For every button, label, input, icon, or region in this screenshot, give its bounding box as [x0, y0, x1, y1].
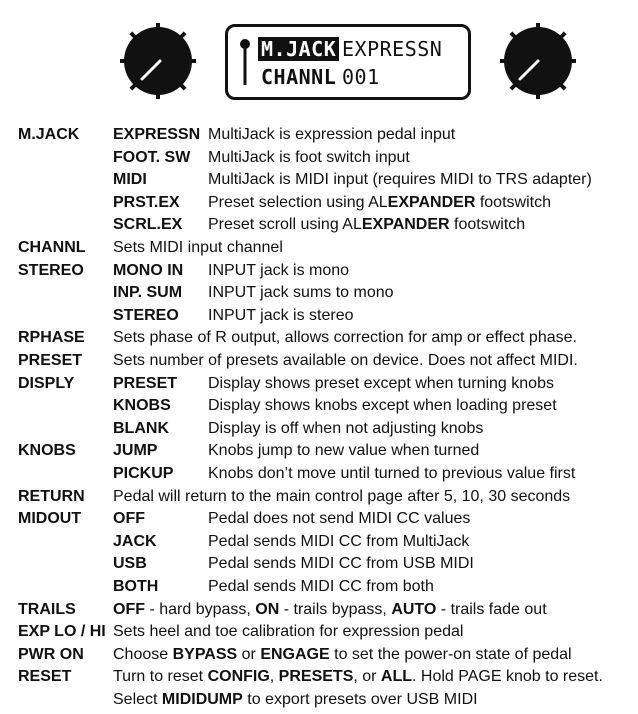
- header-graphic: [0, 0, 638, 118]
- text-run: ON: [255, 600, 280, 618]
- text-run: , or: [353, 668, 381, 686]
- lcd-param-selected: M.JACK: [258, 37, 339, 61]
- option-name: INP. SUM: [113, 284, 183, 302]
- parameter-name: RETURN: [18, 487, 85, 505]
- option-description: INPUT jack is stereo: [208, 306, 354, 324]
- table-row: [0, 395, 638, 417]
- table-row: [0, 508, 638, 530]
- parameter-name: DISPLY: [18, 374, 75, 392]
- table-row: [0, 373, 638, 395]
- option-name: PRESET: [113, 374, 178, 392]
- table-row: [0, 599, 638, 621]
- option-name: OFF: [113, 510, 145, 528]
- option-name: USB: [113, 555, 147, 573]
- option-description: Pedal sends MIDI CC from MultiJack: [208, 532, 470, 550]
- text-run: or: [237, 645, 261, 663]
- parameter-name: PWR ON: [18, 645, 84, 663]
- option-name: BLANK: [113, 419, 169, 437]
- option-description: MultiJack is foot switch input: [208, 148, 410, 166]
- option-name: JACK: [113, 532, 157, 550]
- text-run: OFF: [113, 600, 145, 618]
- text-run: - hard bypass,: [145, 600, 256, 618]
- parameter-name: STEREO: [18, 261, 84, 279]
- table-row: [0, 440, 638, 462]
- text-run: EXPANDER: [387, 193, 476, 211]
- option-description: Pedal does not send MIDI CC values: [208, 510, 471, 528]
- table-row: [0, 463, 638, 485]
- table-row: [0, 147, 638, 169]
- option-name: KNOBS: [113, 397, 171, 415]
- table-row: [0, 124, 638, 146]
- option-name: STEREO: [113, 306, 179, 324]
- table-row: [0, 553, 638, 575]
- parameter-name: RPHASE: [18, 329, 85, 347]
- text-run: . Hold PAGE knob to reset.: [412, 668, 603, 686]
- text-run: ,: [269, 668, 279, 686]
- parameter-name: RESET: [18, 668, 72, 686]
- option-description: [208, 192, 551, 214]
- option-name: MIDI: [113, 171, 147, 189]
- table-row: [0, 237, 638, 259]
- table-row: [0, 418, 638, 440]
- option-name: MONO IN: [113, 261, 184, 279]
- table-row: [0, 666, 638, 688]
- parameter-description: [113, 644, 572, 666]
- option-description: [208, 214, 525, 236]
- text-run: Select: [113, 691, 162, 708]
- option-description: Display shows preset except when turning knobs: [208, 374, 554, 392]
- option-description: MultiJack is MIDI input (requires MIDI to TRS adapter): [208, 171, 592, 189]
- text-run: ALL: [380, 668, 413, 686]
- text-run: footswitch: [475, 193, 551, 211]
- option-name: BOTH: [113, 578, 159, 595]
- table-row: [0, 644, 638, 666]
- text-run: footswitch: [449, 216, 526, 234]
- text-run: Preset selection using AL: [208, 193, 388, 211]
- parameter-description: Sets number of presets available on device. Does not affect MIDI.: [113, 352, 578, 369]
- option-description: Display is off when not adjusting knobs: [208, 419, 484, 437]
- table-row: [0, 689, 638, 711]
- table-row: [0, 282, 638, 304]
- text-run: - trails fade out: [436, 600, 547, 618]
- table-row: [0, 305, 638, 327]
- option-description: Pedal sends MIDI CC from USB MIDI: [208, 555, 474, 573]
- text-run: to export presets over USB MIDI: [242, 691, 478, 708]
- parameter-description: [113, 666, 603, 688]
- text-run: Choose: [113, 645, 173, 663]
- parameter-name: MIDOUT: [18, 510, 82, 528]
- option-description: INPUT jack sums to mono: [208, 284, 394, 302]
- option-description: MultiJack is expression pedal input: [208, 126, 456, 143]
- text-run: PRESETS: [278, 668, 354, 686]
- right-knob[interactable]: [500, 23, 576, 99]
- parameter-name: EXP LO / HI: [18, 623, 106, 641]
- left-knob[interactable]: [120, 23, 196, 99]
- parameter-name: KNOBS: [18, 442, 76, 460]
- option-name: JUMP: [113, 442, 158, 460]
- table-row: [0, 350, 638, 372]
- lcd-value: EXPRESSN: [342, 37, 443, 61]
- option-description: Pedal sends MIDI CC from both: [208, 578, 434, 595]
- parameter-description: [113, 689, 478, 711]
- parameter-name: M.JACK: [18, 126, 80, 143]
- table-row: [0, 621, 638, 643]
- table-row: [0, 260, 638, 282]
- table-row: [0, 169, 638, 191]
- option-description: Display shows knobs except when loading preset: [208, 397, 557, 415]
- text-run: ENGAGE: [260, 645, 330, 663]
- parameter-description: Sets heel and toe calibration for expression pedal: [113, 623, 464, 641]
- table-row: [0, 486, 638, 508]
- text-run: EXPANDER: [361, 216, 450, 234]
- text-run: to set the power-on state of pedal: [329, 645, 572, 663]
- parameter-name: TRAILS: [18, 600, 76, 618]
- option-description: Knobs don’t move until turned to previous value first: [208, 465, 576, 482]
- parameter-description: Sets MIDI input channel: [113, 239, 283, 256]
- option-description: INPUT jack is mono: [208, 261, 350, 279]
- text-run: BYPASS: [172, 645, 238, 663]
- text-run: Preset scroll using AL: [208, 216, 362, 234]
- parameter-name: PRESET: [18, 352, 83, 369]
- lcd-param: CHANNL: [261, 65, 337, 89]
- table-row: [0, 327, 638, 349]
- parameter-description: [113, 599, 547, 621]
- table-row: [0, 531, 638, 553]
- lcd-display: [225, 24, 471, 100]
- text-run: MIDIDUMP: [161, 691, 243, 708]
- lcd-value: 001: [342, 65, 380, 89]
- text-run: Turn to reset: [113, 668, 208, 686]
- text-run: CONFIG: [207, 668, 270, 686]
- option-name: FOOT. SW: [113, 148, 191, 166]
- option-name: PICKUP: [113, 465, 174, 482]
- parameter-description: Pedal will return to the main control page after 5, 10, 30 seconds: [113, 487, 571, 505]
- table-row: [0, 214, 638, 236]
- option-description: Knobs jump to new value when turned: [208, 442, 480, 460]
- text-run: - trails bypass,: [279, 600, 392, 618]
- option-name: SCRL.EX: [113, 216, 183, 234]
- cursor-icon: [238, 37, 252, 93]
- parameter-name: CHANNL: [18, 239, 86, 256]
- text-run: AUTO: [391, 600, 437, 618]
- parameter-description: Sets phase of R output, allows correction for amp or effect phase.: [113, 329, 577, 347]
- option-name: EXPRESSN: [113, 126, 201, 143]
- table-row: [0, 576, 638, 598]
- option-name: PRST.EX: [113, 193, 180, 211]
- table-row: [0, 192, 638, 214]
